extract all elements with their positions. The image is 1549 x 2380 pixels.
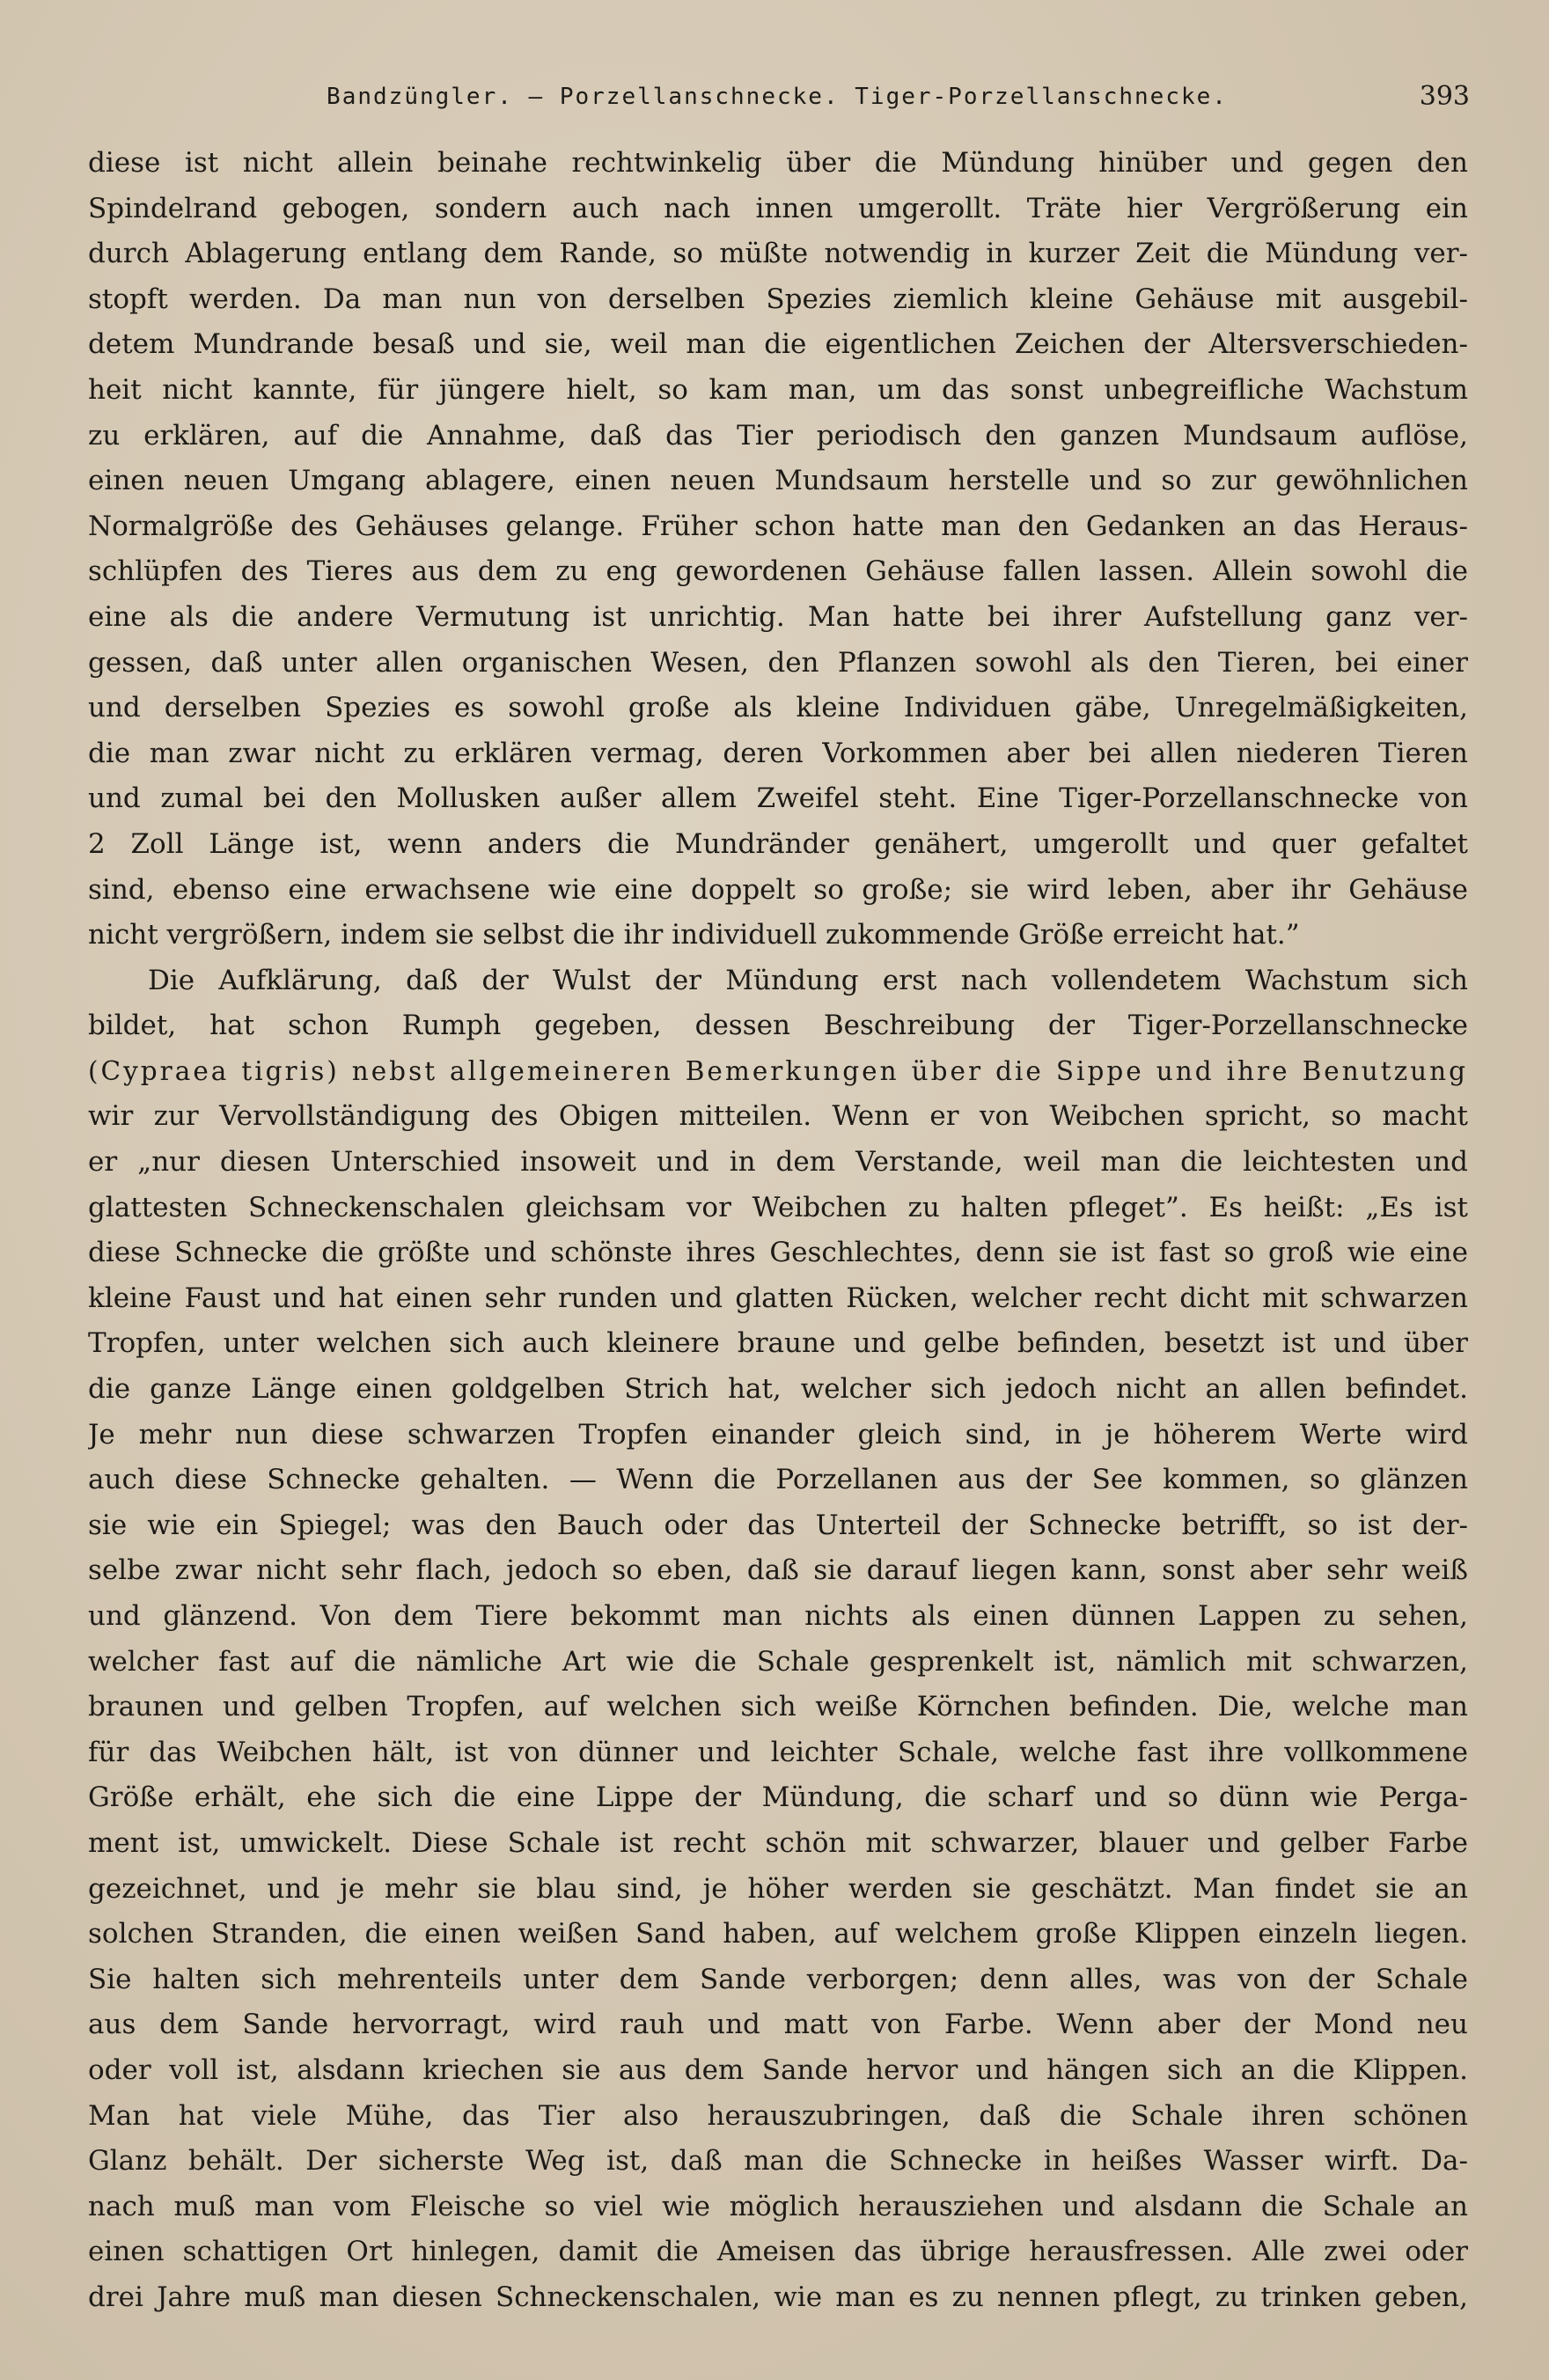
text-line: und glänzend. Von dem Tiere bekommt man nichts als einen dünnen Lappen zu sehen, [88,1600,1468,1632]
text-line: einen schattigen Ort hinlegen, damit die Ameisen das übrige herausfressen. Alle zwei oder [88,2236,1468,2268]
text-line: zu erklären, auf die Annahme, daß das Tier periodisch den ganzen Mundsaum auflöse, [88,419,1468,452]
text-line: diese ist nicht allein beinahe rechtwinkelig über die Mündung hinüber und gegen den [88,147,1468,179]
text-line: Je mehr nun diese schwarzen Tropfen einander gleich sind, in je höherem Werte wird [88,1418,1468,1451]
text-line [88,2321,1468,2367]
text-line: braunen und gelben Tropfen, auf welchen sich weiße Körnchen befinden. Die, welche man [88,1691,1468,1723]
text-line: gessen, daß unter allen organischen Wesen, den Pflanzen sowohl als den Tieren, bei einer [88,646,1468,679]
text-line: die ganze Länge einen goldgelben Strich hat, welcher sich jedoch nicht an allen befindet. [88,1373,1468,1406]
text-line: Größe erhält, ehe sich die eine Lippe der Mündung, die scharf und so dünn wie Perga- [88,1781,1468,1814]
text-line: für das Weibchen hält, ist von dünner und leichter Schale, welche fast ihre vollkommene [88,1736,1468,1768]
text-line: durch Ablagerung entlang dem Rande, so müßte notwendig in kurzer Zeit die Mündung ver- [88,238,1468,270]
text-line: detem Mundrande besaß und sie, weil man die eigentlichen Zeichen der Altersverschieden- [88,328,1468,361]
text-line: Glanz behält. Der sicherste Weg ist, daß man die Schnecke in heißes Wasser wirft. Da- [88,2145,1468,2178]
text-line: heit nicht kannte, für jüngere hielt, so kam man, um das sonst unbegreifliche Wachstum [88,373,1468,406]
text-line: und zumal bei den Mollusken außer allem Zweifel steht. Eine Tiger-Porzellanschnecke von [88,782,1468,815]
text-line: auch diese Schnecke gehalten. — Wenn die Porzellanen aus der See kommen, so glänzen [88,1464,1468,1496]
text-line: solchen Stranden, die einen weißen Sand haben, auf welchem große Klippen einzeln liegen. [88,1918,1468,1950]
paragraph-start-line: Die Aufklärung, daß der Wulst der Mündung erst nach vollendetem Wachstum sich [148,964,1468,996]
text-line: nach muß man vom Fleische so viel wie möglich herausziehen und alsdann die Schale an [88,2190,1468,2222]
text-line: stopft werden. Da man nun von derselben Spezies ziemlich kleine Gehäuse mit ausgebil- [88,283,1468,315]
text-line: sie wie ein Spiegel; was den Bauch oder das Unterteil der Schnecke betrifft, so ist der- [88,1509,1468,1541]
text-line: einen neuen Umgang ablagere, einen neuen Mundsaum herstelle und so zur gewöhnlichen [88,465,1468,497]
paragraph-end-line: nicht vergrößern, indem sie selbst die ihr individuell zukommende Größe erreicht hat.” [88,919,1300,951]
text-line: und derselben Spezies es sowohl große als kleine Individuen gäbe, Unregelmäßigkeiten, [88,692,1468,724]
text-line: diese Schnecke die größte und schönste ihres Geschlechtes, denn sie ist fast so groß wie eine [88,1237,1468,1269]
text-line: aus dem Sande hervorragt, wird rauh und matt von Farbe. Wenn aber der Mond neu [88,2009,1468,2041]
text-line: die man zwar nicht zu erklären vermag, deren Vorkommen aber bei allen niederen Tieren [88,737,1468,769]
text-line: welcher fast auf die nämliche Art wie die Schale gesprenkelt ist, nämlich mit schwarzen, [88,1645,1468,1678]
text-line: 2 Zoll Länge ist, wenn anders die Mundränder genähert, umgerollt und quer gefaltet [88,827,1468,860]
text-line: Sie halten sich mehrenteils unter dem Sande verborgen; denn alles, was von der Schale [88,1963,1468,1995]
text-line: sind, ebenso eine erwachsene wie eine doppelt so große; sie wird leben, aber ihr Gehäuse [88,873,1468,906]
text-line: ment ist, umwickelt. Diese Schale ist recht schön mit schwarzer, blauer und gelber Farbe [88,1826,1468,1859]
text-line: selbe zwar nicht sehr flach, jedoch so eben, daß sie darauf liegen kann, sonst aber sehr weiß [88,1554,1468,1587]
text-line: bildet, hat schon Rumph gegeben, dessen Beschreibung der Tiger-Porzellanschnecke [88,1010,1468,1042]
text-line: eine als die andere Vermutung ist unrichtig. Man hatte bei ihrer Aufstellung ganz ver- [88,600,1468,633]
text-line: schlüpfen des Tieres aus dem zu eng gewordenen Gehäuse fallen lassen. Allein sowohl die [88,555,1468,588]
text-line: Man hat viele Mühe, das Tier also herauszubringen, daß die Schale ihren schönen [88,2099,1468,2132]
page-number: 393 [1419,81,1470,112]
text-line: er „nur diesen Unterschied insoweit und in dem Verstande, weil man die leichtesten und [88,1146,1468,1179]
text-line: wir zur Vervollständigung des Obigen mitteilen. Wenn er von Weibchen spricht, so macht [88,1100,1468,1133]
text-line: gezeichnet, und je mehr sie blau sind, je höher werden sie geschätzt. Man findet sie an [88,1872,1468,1905]
body-text [88,141,1468,2366]
text-line: Spindelrand gebogen, sondern auch nach innen umgerollt. Träte hier Vergrößerung ein [88,192,1468,224]
text-line: (Cypraea tigris) nebst allgemeineren Bemerkungen über die Sippe und ihre Benutzung [88,1055,1468,1086]
text-line: kleine Faust und hat einen sehr runden und glatten Rücken, welcher recht dicht mit schwarzen [88,1282,1468,1314]
text-line: glattesten Schneckenschalen gleichsam vor Weibchen zu halten pfleget”. Es heißt: „Es ist [88,1191,1468,1223]
page-header [84,72,1470,121]
text-line: Normalgröße des Gehäuses gelange. Früher schon hatte man den Gedanken an das Heraus- [88,510,1468,542]
text-line: oder voll ist, alsdann kriechen sie aus dem Sande hervor und hängen sich an die Klippen. [88,2053,1468,2086]
text-line: drei Jahre muß man diesen Schneckenschalen, wie man es zu nennen pflegt, zu trinken geben, [88,2281,1468,2313]
text-line: Tropfen, unter welchen sich auch kleinere braune und gelbe befinden, besetzt ist und über [88,1327,1468,1360]
running-head: Bandzüngler. — Porzellanschnecke. Tiger-Porzellanschnecke. [327,84,1228,110]
